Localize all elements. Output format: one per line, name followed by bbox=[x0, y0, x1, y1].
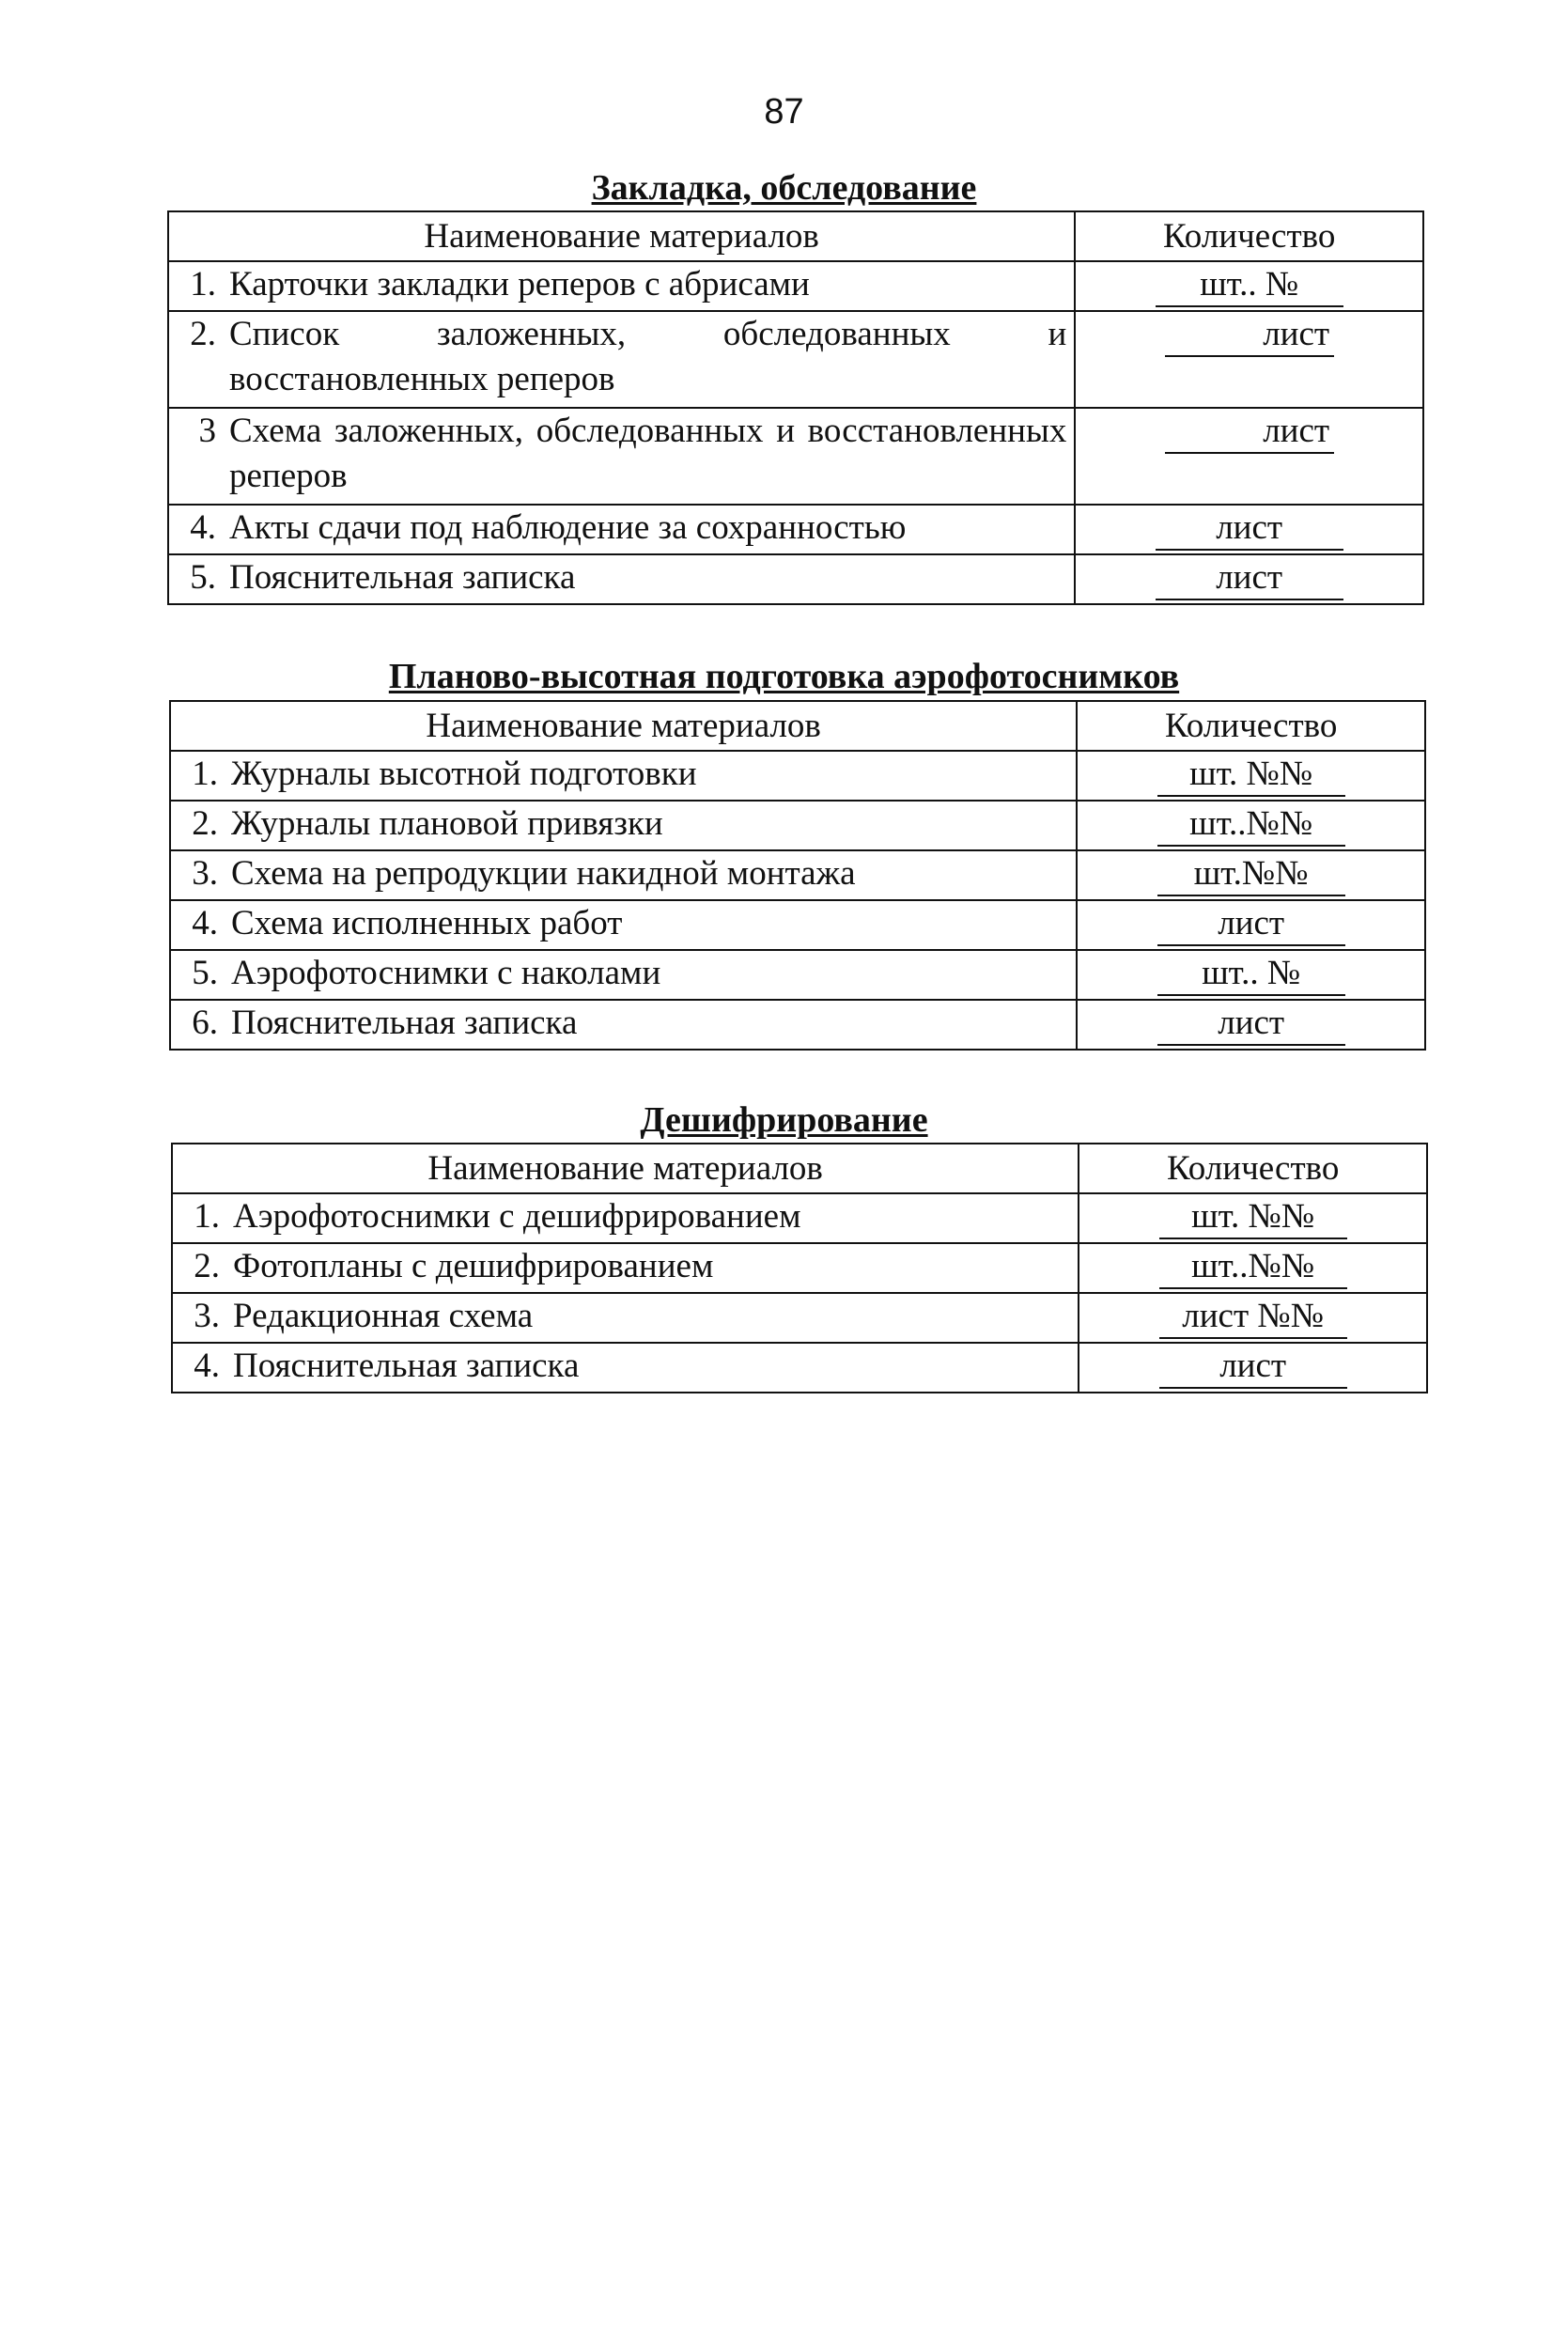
row-name: Аэрофотоснимки с наколами bbox=[231, 954, 661, 992]
row-number: 1. bbox=[192, 755, 218, 793]
row-name: Редакционная схема bbox=[233, 1297, 534, 1335]
table-row bbox=[172, 1293, 1427, 1343]
row-number: 1. bbox=[194, 1197, 220, 1236]
row-name: Пояснительная записка bbox=[231, 1004, 578, 1042]
row-number: 1. bbox=[190, 265, 216, 304]
row-qty: шт..№№ bbox=[1157, 803, 1345, 847]
materials-table bbox=[169, 700, 1426, 1051]
table-row bbox=[168, 554, 1423, 604]
row-qty: лист №№ bbox=[1159, 1296, 1347, 1339]
table-row bbox=[170, 801, 1425, 850]
row-qty: лист bbox=[1156, 507, 1343, 551]
table-row bbox=[172, 1243, 1427, 1293]
row-name: Схема на репродукции накидной монтажа bbox=[231, 854, 856, 893]
table-row bbox=[168, 261, 1423, 311]
row-name: Схема исполненных работ bbox=[231, 904, 623, 942]
table-row bbox=[168, 311, 1423, 408]
row-name: Фотопланы с дешифрированием bbox=[233, 1247, 714, 1285]
row-qty: шт..№№ bbox=[1159, 1246, 1347, 1289]
row-name: Аэрофотоснимки с дешифрированием bbox=[233, 1197, 801, 1236]
row-number: 3 bbox=[198, 412, 216, 450]
row-number: 4. bbox=[194, 1347, 220, 1385]
row-name: Акты сдачи под наблюдение за сохранностью bbox=[229, 508, 907, 547]
row-number: 4. bbox=[192, 904, 218, 942]
section-title: Планово-высотная подготовка аэрофотоснимков bbox=[388, 657, 1180, 696]
row-number: 5. bbox=[192, 954, 218, 992]
column-header-qty: Количество bbox=[1077, 701, 1425, 751]
row-name: Список заложенных, обследованных и восстановленных реперов bbox=[229, 315, 1067, 398]
row-name: Журналы плановой привязки bbox=[231, 804, 663, 843]
row-qty: шт.. № bbox=[1156, 264, 1343, 307]
row-number: 4. bbox=[190, 508, 216, 547]
row-qty: шт.. № bbox=[1157, 953, 1345, 996]
row-qty: шт. №№ bbox=[1157, 754, 1345, 797]
section-title: Закладка, обследование bbox=[591, 168, 977, 208]
column-header-name: Наименование материалов bbox=[172, 1144, 1079, 1193]
row-qty: лист bbox=[1157, 903, 1345, 946]
row-number: 2. bbox=[190, 315, 216, 353]
materials-table bbox=[171, 1143, 1428, 1393]
row-name: Пояснительная записка bbox=[229, 558, 576, 597]
blank-line bbox=[1165, 416, 1259, 454]
row-number: 6. bbox=[192, 1004, 218, 1042]
column-header-qty: Количество bbox=[1079, 1144, 1427, 1193]
table-row bbox=[170, 850, 1425, 900]
table-row bbox=[168, 408, 1423, 505]
table-row bbox=[172, 1193, 1427, 1243]
table-row bbox=[170, 751, 1425, 801]
row-number: 3. bbox=[192, 854, 218, 893]
row-name: Пояснительная записка bbox=[233, 1347, 580, 1385]
table-row bbox=[168, 505, 1423, 554]
row-qty: лист bbox=[1159, 1346, 1347, 1389]
row-name: Схема заложенных, обследованных и восстановленных реперов bbox=[229, 412, 1067, 495]
row-number: 5. bbox=[190, 558, 216, 597]
column-header-name: Наименование материалов bbox=[170, 701, 1077, 751]
row-number: 2. bbox=[192, 804, 218, 843]
column-header-name: Наименование материалов bbox=[168, 211, 1075, 261]
table-row bbox=[170, 900, 1425, 950]
table-row bbox=[170, 950, 1425, 1000]
blank-line bbox=[1165, 319, 1259, 357]
row-qty: лист bbox=[1259, 314, 1334, 357]
section-title: Дешифрирование bbox=[640, 1100, 928, 1140]
row-name: Карточки закладки реперов с абрисами bbox=[229, 265, 810, 304]
materials-table bbox=[167, 210, 1424, 605]
row-number: 3. bbox=[194, 1297, 220, 1335]
column-header-qty: Количество bbox=[1075, 211, 1423, 261]
row-qty: шт. №№ bbox=[1159, 1196, 1347, 1239]
row-number: 2. bbox=[194, 1247, 220, 1285]
table-row bbox=[170, 1000, 1425, 1050]
row-name: Журналы высотной подготовки bbox=[231, 755, 697, 793]
table-row bbox=[172, 1343, 1427, 1393]
row-qty: лист bbox=[1156, 557, 1343, 600]
page-number: 87 bbox=[764, 92, 804, 132]
row-qty: лист bbox=[1157, 1003, 1345, 1046]
row-qty: шт.№№ bbox=[1157, 853, 1345, 896]
row-qty: лист bbox=[1259, 411, 1334, 454]
